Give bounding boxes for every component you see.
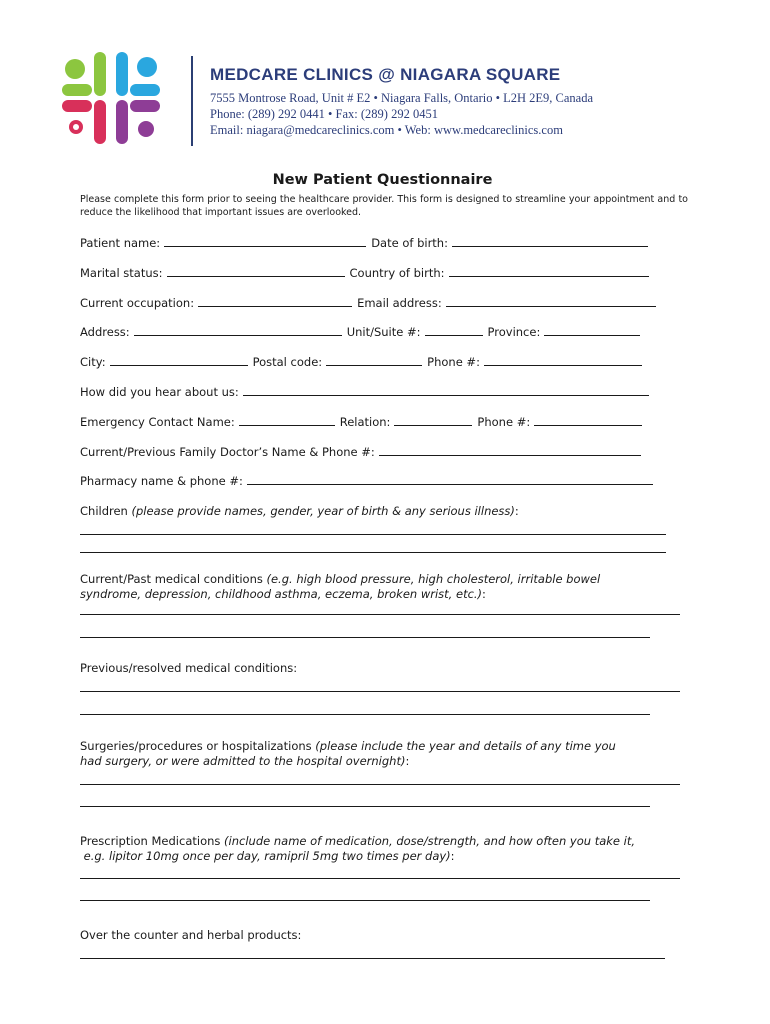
prescription-hint-1: (include name of medication, dose/strength, and how often you take it, [224,834,636,848]
phone-label: Phone #: [427,355,480,369]
otc-prompt [80,928,301,943]
city-label: City: [80,355,106,369]
province-field[interactable] [544,325,640,336]
address-label: Address: [80,325,130,339]
occupation-field[interactable] [198,296,352,307]
prescription-colon: : [450,849,455,863]
current-past-hint-2: syndrome, depression, childhood asthma, eczema, broken wrist, etc.) [80,587,483,601]
country-of-birth-field[interactable] [449,266,649,277]
prescription-answer-line-2[interactable] [80,900,650,901]
children-colon: : [514,504,519,518]
emergency-contact-field[interactable] [239,415,335,426]
postal-code-label: Postal code: [252,355,323,369]
surgeries-hint-2: had surgery, or were admitted to the hospital overnight) [80,754,406,768]
clinic-header [60,48,720,153]
unit-label: Unit/Suite #: [346,325,421,339]
children-answer-line-2[interactable] [80,552,666,553]
dob-label: Date of birth: [371,236,448,250]
prescription-hint-2: e.g. lipitor 10mg once per day, ramipril 5mg two times per day) [83,849,451,863]
clinic-logo [60,48,165,148]
occupation-label: Current occupation: [80,296,195,310]
surgeries-colon: : [405,754,410,768]
previous-prompt [80,661,297,676]
family-doctor-label: Current/Previous Family Doctor’s Name & Phone #: [80,445,375,459]
dob-field[interactable] [452,236,648,247]
surgeries-prompt [80,739,616,769]
patient-name-label: Patient name: [80,236,161,250]
current-past-answer-line-2[interactable] [80,637,650,638]
prescription-answer-line-1[interactable] [80,878,680,879]
phone-field[interactable] [484,355,642,366]
otc-answer-line-1[interactable] [80,958,665,959]
row-patient-name [80,236,653,250]
prescription-prompt [80,834,635,864]
clinic-email: Email: niagara@medcareclinics.com • Web: www.medcareclinics.com [210,123,563,137]
postal-code-field[interactable] [326,355,422,366]
unit-field[interactable] [425,325,483,336]
row-marital-status [80,266,654,280]
clinic-address: 7555 Montrose Road, Unit # E2 • Niagara Falls, Ontario • L2H 2E9, Canada [210,91,593,105]
patient-name-field[interactable] [164,236,366,247]
surgeries-label: Surgeries/procedures or hospitalizations [80,739,312,753]
surgeries-hint-1: (please include the year and details of any time you [315,739,616,753]
emergency-phone-field[interactable] [534,415,642,426]
pharmacy-field[interactable] [247,474,653,485]
heard-about-field[interactable] [243,385,649,396]
header-divider [191,56,193,146]
row-address [80,325,645,339]
current-past-colon: : [482,587,486,601]
emergency-contact-label: Emergency Contact Name: [80,415,235,429]
form-title: New Patient Questionnaire [272,172,493,188]
marital-status-field[interactable] [167,266,345,277]
current-past-prompt [80,572,600,602]
relation-field[interactable] [394,415,472,426]
row-city [80,355,647,369]
clinic-phone: Phone: (289) 292 0441 • Fax: (289) 292 0451 [210,107,438,121]
row-emergency-contact [80,415,647,429]
row-occupation [80,296,661,310]
country-of-birth-label: Country of birth: [349,266,445,280]
row-pharmacy [80,474,658,488]
row-family-doctor [80,445,646,459]
previous-label: Previous/resolved medical conditions: [80,661,298,675]
current-past-label: Current/Past medical conditions [80,572,263,586]
form-intro: Please complete this form prior to seeing the healthcare provider. This form is designed to streamline your appointment and to reduce the likelihood that important issues are overlooked. [80,194,688,218]
current-past-hint-1: (e.g. high blood pressure, high cholesterol, irritable bowel [266,572,601,586]
marital-status-label: Marital status: [80,266,163,280]
heard-about-label: How did you hear about us: [80,385,239,399]
email-field[interactable] [446,296,656,307]
previous-answer-line-1[interactable] [80,691,680,692]
city-field[interactable] [110,355,248,366]
children-label: Children [80,504,128,518]
address-field[interactable] [134,325,342,336]
children-hint: (please provide names, gender, year of birth & any serious illness) [131,504,515,518]
email-label: Email address: [357,296,442,310]
prescription-label: Prescription Medications [80,834,221,848]
clinic-info [210,64,593,138]
clinic-name: MEDCARE CLINICS @ NIAGARA SQUARE [210,65,561,84]
children-answer-line-1[interactable] [80,534,666,535]
otc-label: Over the counter and herbal products: [80,928,302,942]
surgeries-answer-line-1[interactable] [80,784,680,785]
province-label: Province: [487,325,541,339]
children-prompt [80,504,519,519]
surgeries-answer-line-2[interactable] [80,806,650,807]
relation-label: Relation: [339,415,391,429]
previous-answer-line-2[interactable] [80,714,650,715]
current-past-answer-line-1[interactable] [80,614,680,615]
pharmacy-label: Pharmacy name & phone #: [80,474,243,488]
emergency-phone-label: Phone #: [477,415,531,429]
family-doctor-field[interactable] [379,445,641,456]
row-heard-about [80,385,654,399]
